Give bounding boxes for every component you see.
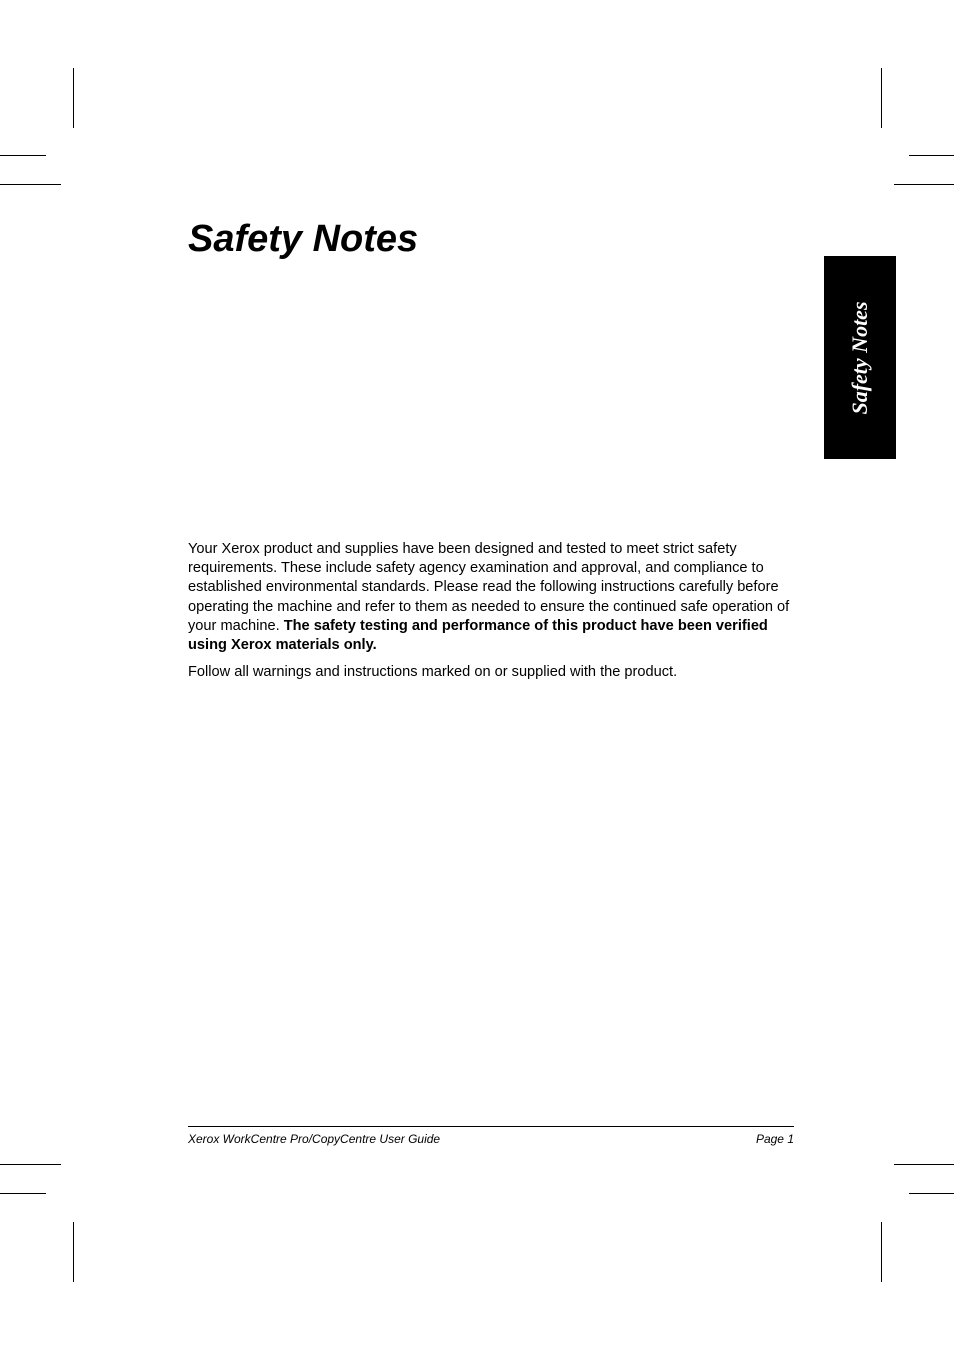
page-title: Safety Notes xyxy=(188,218,419,260)
body-text xyxy=(188,540,794,690)
crop-mark xyxy=(0,1164,61,1165)
crop-mark xyxy=(881,1222,882,1282)
crop-mark xyxy=(73,1222,74,1282)
footer-guide-title: Xerox WorkCentre Pro/CopyCentre User Guide xyxy=(188,1132,441,1146)
crop-mark xyxy=(0,184,61,185)
crop-mark xyxy=(909,1193,954,1194)
intro-paragraph xyxy=(188,540,794,655)
section-tab xyxy=(824,256,896,459)
crop-mark xyxy=(909,155,954,156)
crop-mark xyxy=(0,1193,46,1194)
footer-divider xyxy=(188,1126,794,1127)
intro-text: Your Xerox product and supplies have been designed and tested to meet strict safety requirements. These include safety agency examination and approval, and compliance to established environmental standards. Please read the following instructions carefully before operating the machine and refer to them as needed to ensure the continued safe operation of your machine. xyxy=(188,541,790,634)
section-tab-label: Safety Notes xyxy=(847,300,872,415)
warnings-paragraph: Follow all warnings and instructions marked on or supplied with the product. xyxy=(188,664,678,681)
crop-mark xyxy=(894,1164,954,1165)
crop-mark xyxy=(73,68,74,128)
intro-emphasis: The safety testing and performance of this product have been verified using Xerox materials only. xyxy=(188,617,768,654)
crop-mark xyxy=(894,184,954,185)
crop-mark xyxy=(881,68,882,128)
footer-page-number: Page 1 xyxy=(755,1132,794,1146)
crop-mark xyxy=(0,155,46,156)
